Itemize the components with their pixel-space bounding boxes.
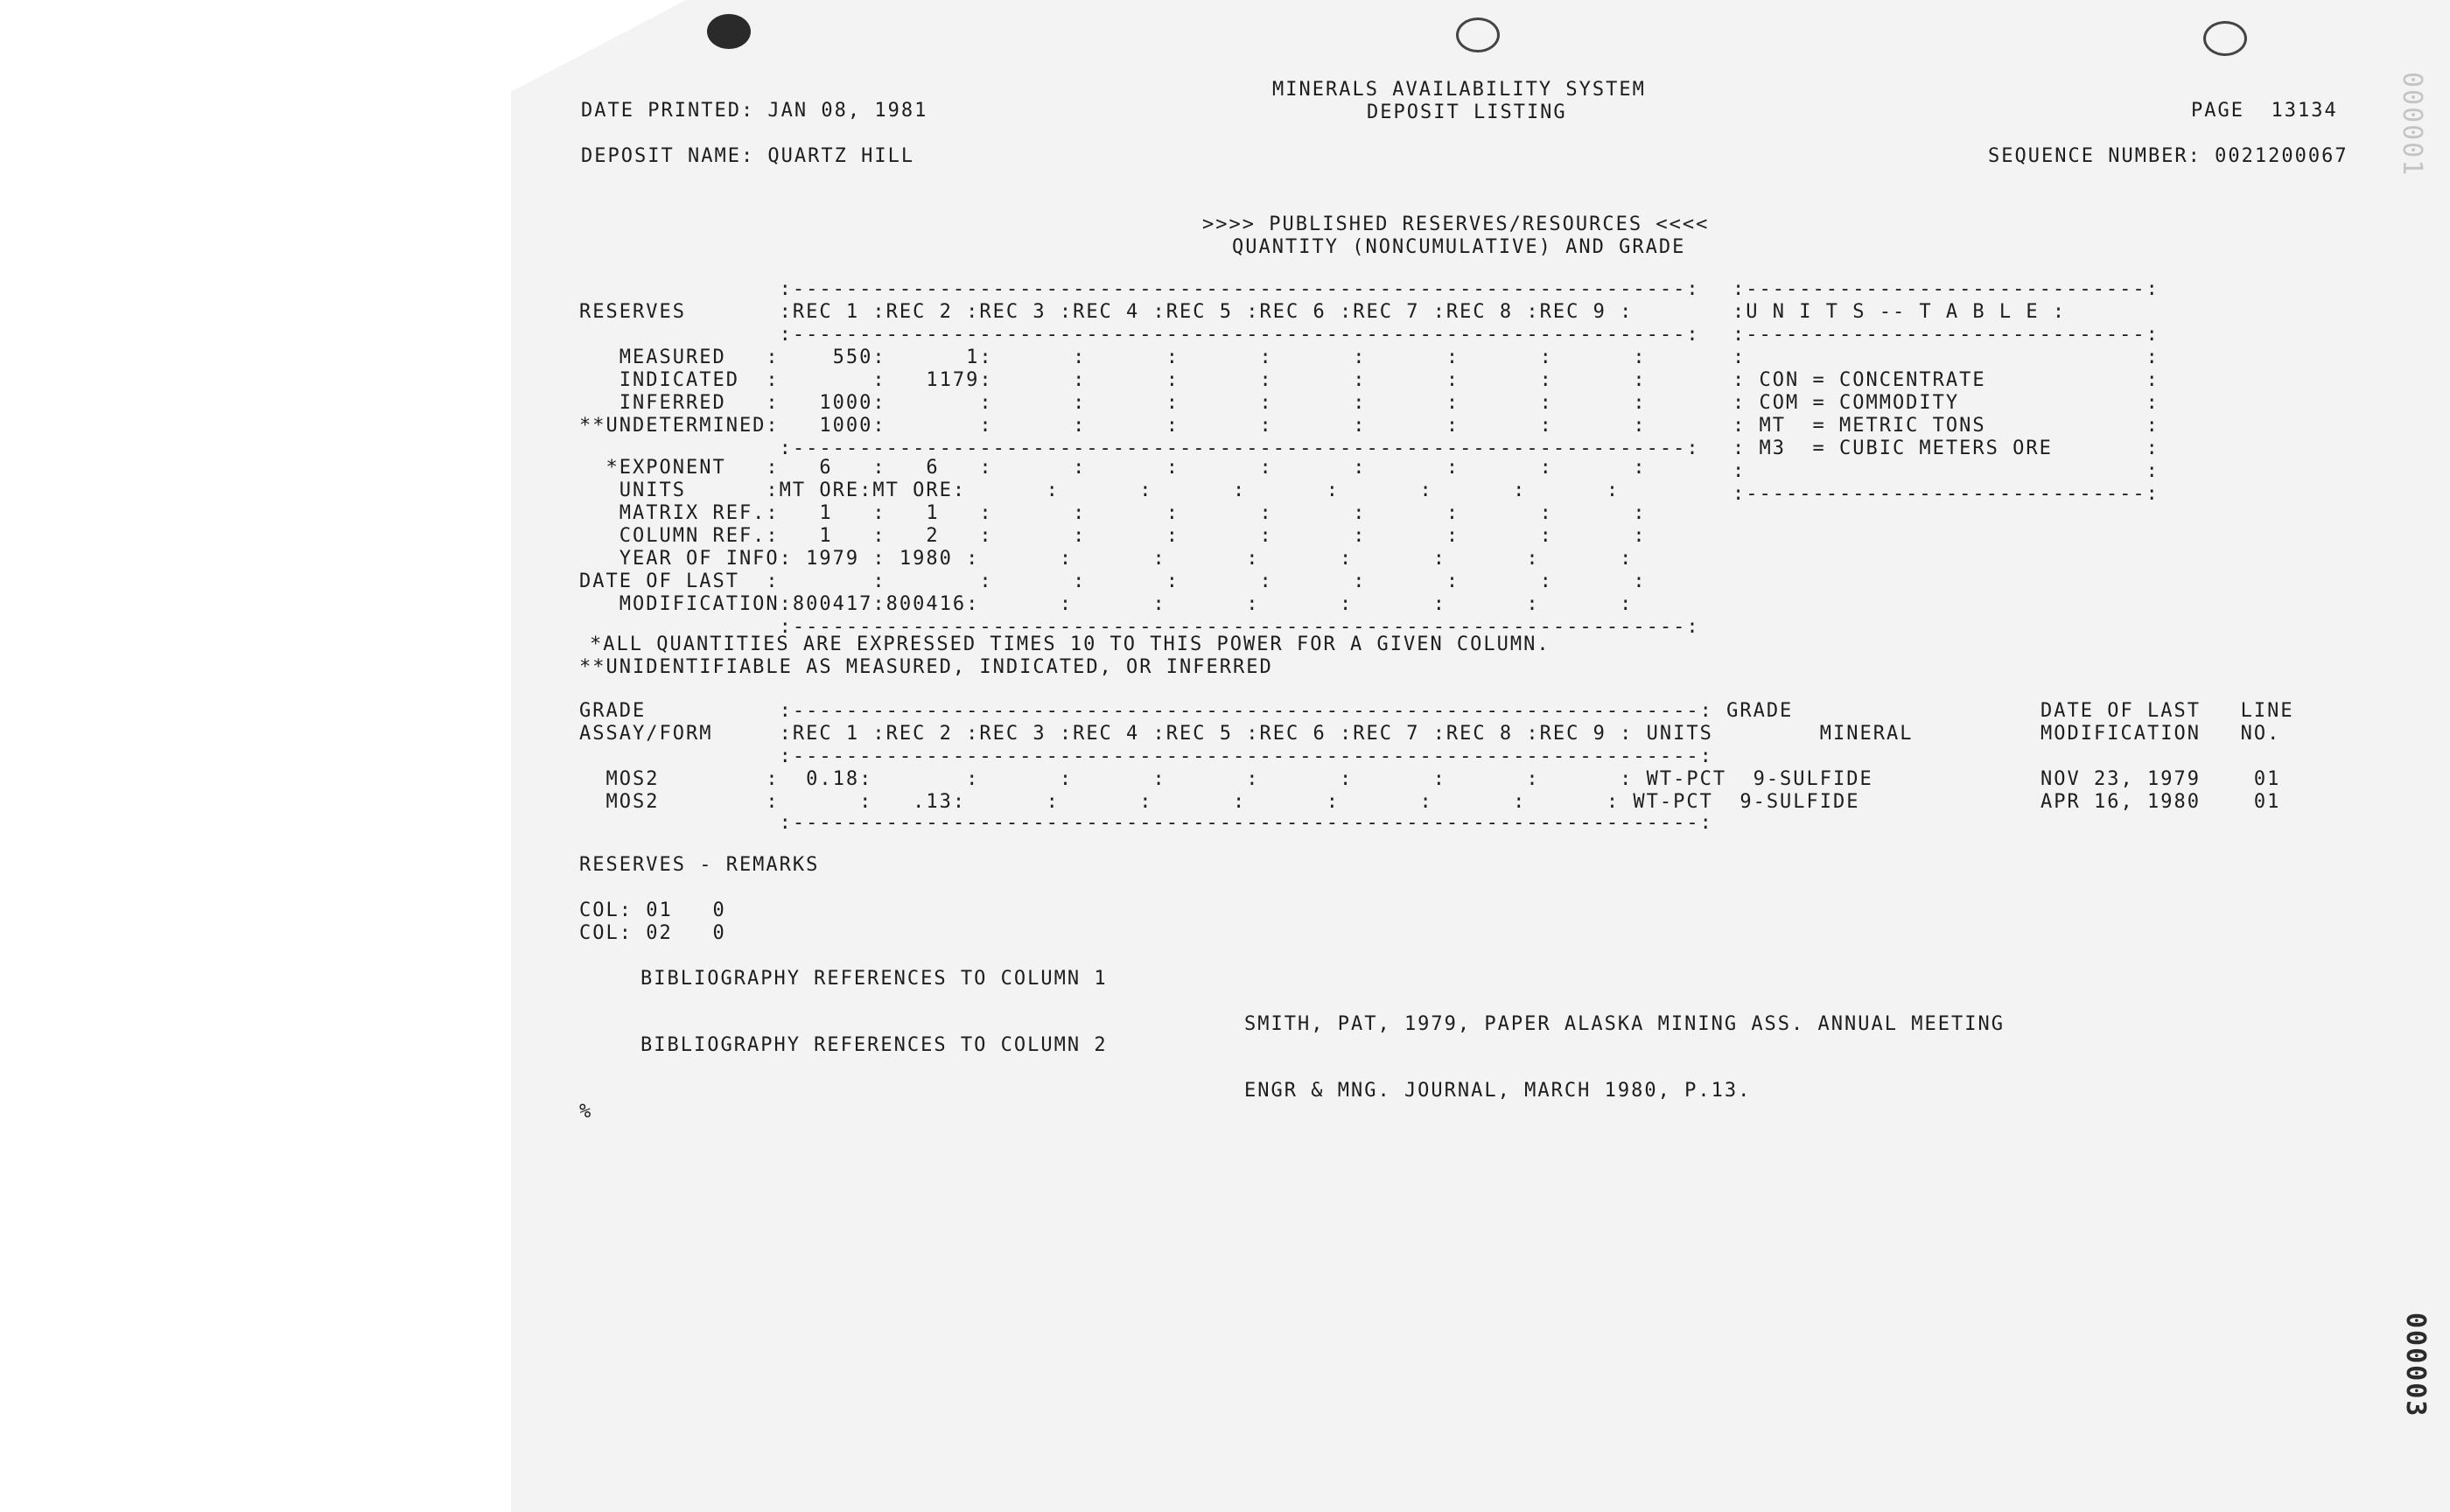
grade-right-header-1: DATE OF LAST LINE xyxy=(2040,700,2294,722)
reserves-row-column-ref: COLUMN REF.: 1 : 2 : : : : : : : : xyxy=(579,525,1647,547)
grade-row-2: MOS2 : : .13: : : : : : : : WT-PCT 9-SULFIDE xyxy=(579,791,1860,813)
units-m3: : M3 = CUBIC METERS ORE : xyxy=(1732,438,2160,459)
listing-title: DEPOSIT LISTING xyxy=(1367,102,1567,123)
grade-table-line: GRADE :--------------------------------------------------------------------: GRADE xyxy=(579,700,1794,722)
reserves-row-units: UNITS :MT ORE:MT ORE: : : : : : : : xyxy=(579,480,1620,501)
units-table-line: :------------------------------: xyxy=(1732,324,2160,346)
reserves-row-measured: MEASURED : 550: 1: : : : : : : : xyxy=(579,346,1647,368)
sequence-number: SEQUENCE NUMBER: 0021200067 xyxy=(1988,145,2348,167)
remarks-title: RESERVES - REMARKS xyxy=(579,854,820,876)
bibliography-heading-1: BIBLIOGRAPHY REFERENCES TO COLUMN 1 xyxy=(640,968,1108,990)
remarks-col-2: COL: 02 0 xyxy=(579,922,726,944)
grade-right-header-2: MODIFICATION NO. xyxy=(2040,723,2281,745)
section-subtitle: QUANTITY (NONCUMULATIVE) AND GRADE xyxy=(1232,236,1686,258)
punch-hole-left xyxy=(707,14,751,49)
units-com: : COM = COMMODITY : xyxy=(1732,392,2160,414)
reserves-table-line: :-------------------------------------------------------------------: xyxy=(579,278,1700,300)
bibliography-reference-1: SMITH, PAT, 1979, PAPER ALASKA MINING ASS. ANNUAL MEETING xyxy=(1244,1013,2005,1035)
section-title: >>>> PUBLISHED RESERVES/RESOURCES <<<< xyxy=(1202,214,1710,235)
bibliography-reference-2: ENGR & MNG. JOURNAL, MARCH 1980, P.13. xyxy=(1244,1080,1752,1102)
reserves-table-line: :-------------------------------------------------------------------: xyxy=(579,616,1700,638)
units-table-line: : : xyxy=(1732,460,2160,482)
grade-right-row-2: APR 16, 1980 01 xyxy=(2040,791,2281,813)
edge-frame-number-top: 000001 xyxy=(2397,72,2427,178)
reserves-row-year-of-info: YEAR OF INFO: 1979 : 1980 : : : : : : : : xyxy=(579,548,1634,570)
grade-row-1: MOS2 : 0.18: : : : : : : : : WT-PCT 9-SULFIDE xyxy=(579,768,1873,790)
reserves-row-exponent: *EXPONENT : 6 : 6 : : : : : : : : xyxy=(579,457,1647,479)
grade-table-line: :--------------------------------------------------------------------: xyxy=(579,812,1713,834)
system-title: MINERALS AVAILABILITY SYSTEM xyxy=(1272,79,1646,101)
reserves-table-line: :-------------------------------------------------------------------: xyxy=(579,324,1700,346)
grade-table-line: :--------------------------------------------------------------------: xyxy=(579,746,1713,767)
units-mt: : MT = METRIC TONS : xyxy=(1732,415,2160,437)
punch-hole-middle xyxy=(1456,18,1500,52)
reserves-row-matrix-ref: MATRIX REF.: 1 : 1 : : : : : : : : xyxy=(579,502,1647,524)
reserves-table-line: :-------------------------------------------------------------------: xyxy=(579,438,1700,459)
reserves-row-indicated: INDICATED : : 1179: : : : : : : : xyxy=(579,369,1647,391)
footer-mark: % xyxy=(579,1101,593,1123)
scanned-printout-page xyxy=(511,0,2450,1512)
reserves-row-inferred: INFERRED : 1000: : : : : : : : : xyxy=(579,392,1647,414)
units-con: : CON = CONCENTRATE : xyxy=(1732,369,2160,391)
grade-table-header: ASSAY/FORM :REC 1 :REC 2 :REC 3 :REC 4 :REC 5 :REC 6 :REC 7 :REC 8 :REC 9 : UNITS MINERAL xyxy=(579,723,1914,745)
reserves-table-header: RESERVES :REC 1 :REC 2 :REC 3 :REC 4 :REC 5 :REC 6 :REC 7 :REC 8 :REC 9 : xyxy=(579,301,1634,323)
units-table-title: :U N I T S -- T A B L E : xyxy=(1732,301,2067,323)
folded-corner xyxy=(511,0,686,92)
edge-frame-number-bottom: 000003 xyxy=(2400,1312,2431,1418)
grade-right-row-1: NOV 23, 1979 01 xyxy=(2040,768,2281,790)
units-table-line: :------------------------------: xyxy=(1732,483,2160,505)
footnote-exponent: *ALL QUANTITIES ARE EXPRESSED TIMES 10 TO THIS POWER FOR A GIVEN COLUMN. xyxy=(590,634,1550,655)
remarks-col-1: COL: 01 0 xyxy=(579,900,726,921)
units-table-line: :------------------------------: xyxy=(1732,278,2160,300)
page-number: PAGE 13134 xyxy=(2191,100,2338,122)
punch-hole-right xyxy=(2203,21,2247,56)
reserves-row-undetermined: **UNDETERMINED: 1000: : : : : : : : : xyxy=(579,415,1647,437)
bibliography-heading-2: BIBLIOGRAPHY REFERENCES TO COLUMN 2 xyxy=(640,1034,1108,1056)
units-table-line: : : xyxy=(1732,346,2160,368)
footnote-undetermined: **UNIDENTIFIABLE AS MEASURED, INDICATED, OR INFERRED xyxy=(579,656,1273,678)
deposit-name: DEPOSIT NAME: QUARTZ HILL xyxy=(581,145,915,167)
reserves-row-date-of-last: DATE OF LAST : : : : : : : : : : xyxy=(579,570,1647,592)
date-printed: DATE PRINTED: JAN 08, 1981 xyxy=(581,100,928,122)
reserves-row-modification: MODIFICATION:800417:800416: : : : : : : : xyxy=(579,593,1634,615)
